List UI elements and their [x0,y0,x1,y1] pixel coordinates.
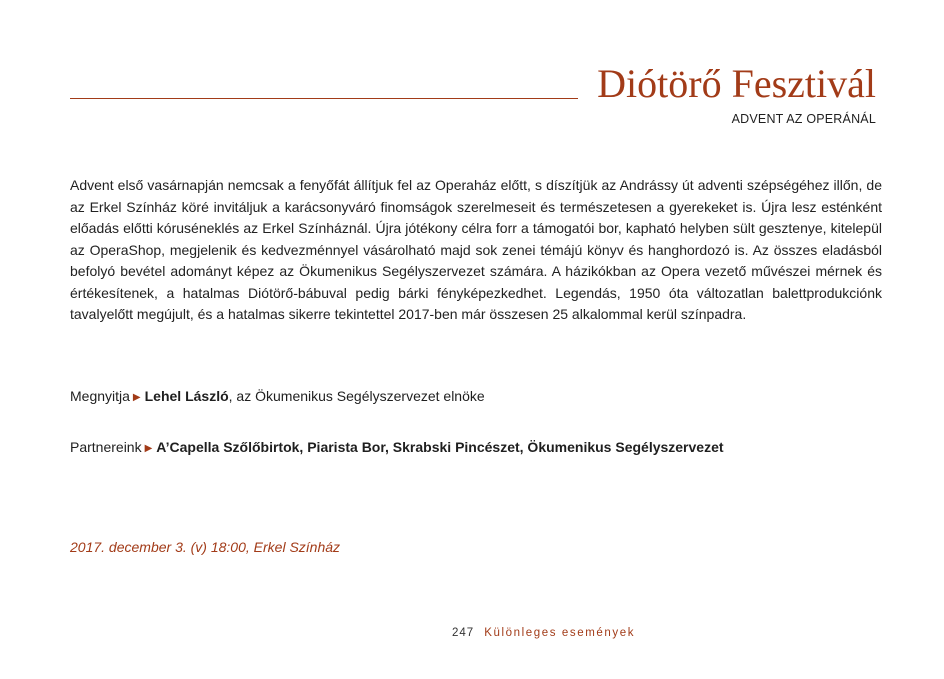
section-name: Különleges események [484,627,636,639]
triangle-right-icon: ▶ [132,392,141,403]
event-date: 2017. december 3. (v) 18:00, Erkel Színház [70,539,341,555]
header-rule [70,98,578,99]
partners-label: Partnereink [70,439,142,455]
partners-line [70,437,724,460]
opener-line [70,386,485,409]
page-number: 247 [452,627,475,639]
page-subtitle: ADVENT AZ OPERÁNÁL [731,112,876,126]
opener-role: , az Ökumenikus Segélyszervezet elnöke [228,388,485,404]
opener-name: Lehel László [144,388,229,404]
body-paragraph: Advent első vasárnapján nemcsak a fenyőfát állítjuk fel az Operaház előtt, s díszítjük az Andrássy út adventi szépségéhez illőn, de az Erkel Színház köré invitáljuk a karácsonyváró finomságok szerelmeseit és természetesen a gyerekeket is. Újra lesz esténként előadás előtti kóruséneklés az Erkel Színháznál. Újra jótékony célra forr a támogatói bor, kapható helyben sült gesztenye, kitelepül az OperaShop, megjelenik és kedvezménnyel vásárolható majd sok zenei témájú könyv és hanghordozó is. Az összes eladásból befolyó bevétel adományt képez az Ökumenikus Segélyszervezet számára. A házikókban az Opera vezető művészei mérnek és értékesítenek, a hatalmas Diótörő-bábuval pedig bárki fényképezkedhet. Legendás, 1950 óta változatlan balettprodukciónk tavalyelőtt megújult, és a hatalmas sikerre tekintettel 2017-ben már összesen 25 alkalommal kerül színpadra. [70,177,882,322]
triangle-right-icon: ▶ [144,443,153,454]
page-title: Diótörő Fesztivál [597,61,876,106]
page-footer [452,627,635,639]
partners-list: A’Capella Szőlőbirtok, Piarista Bor, Skrabski Pincészet, Ökumenikus Segélyszervezet [156,439,724,455]
opener-label: Megnyitja [70,388,130,404]
